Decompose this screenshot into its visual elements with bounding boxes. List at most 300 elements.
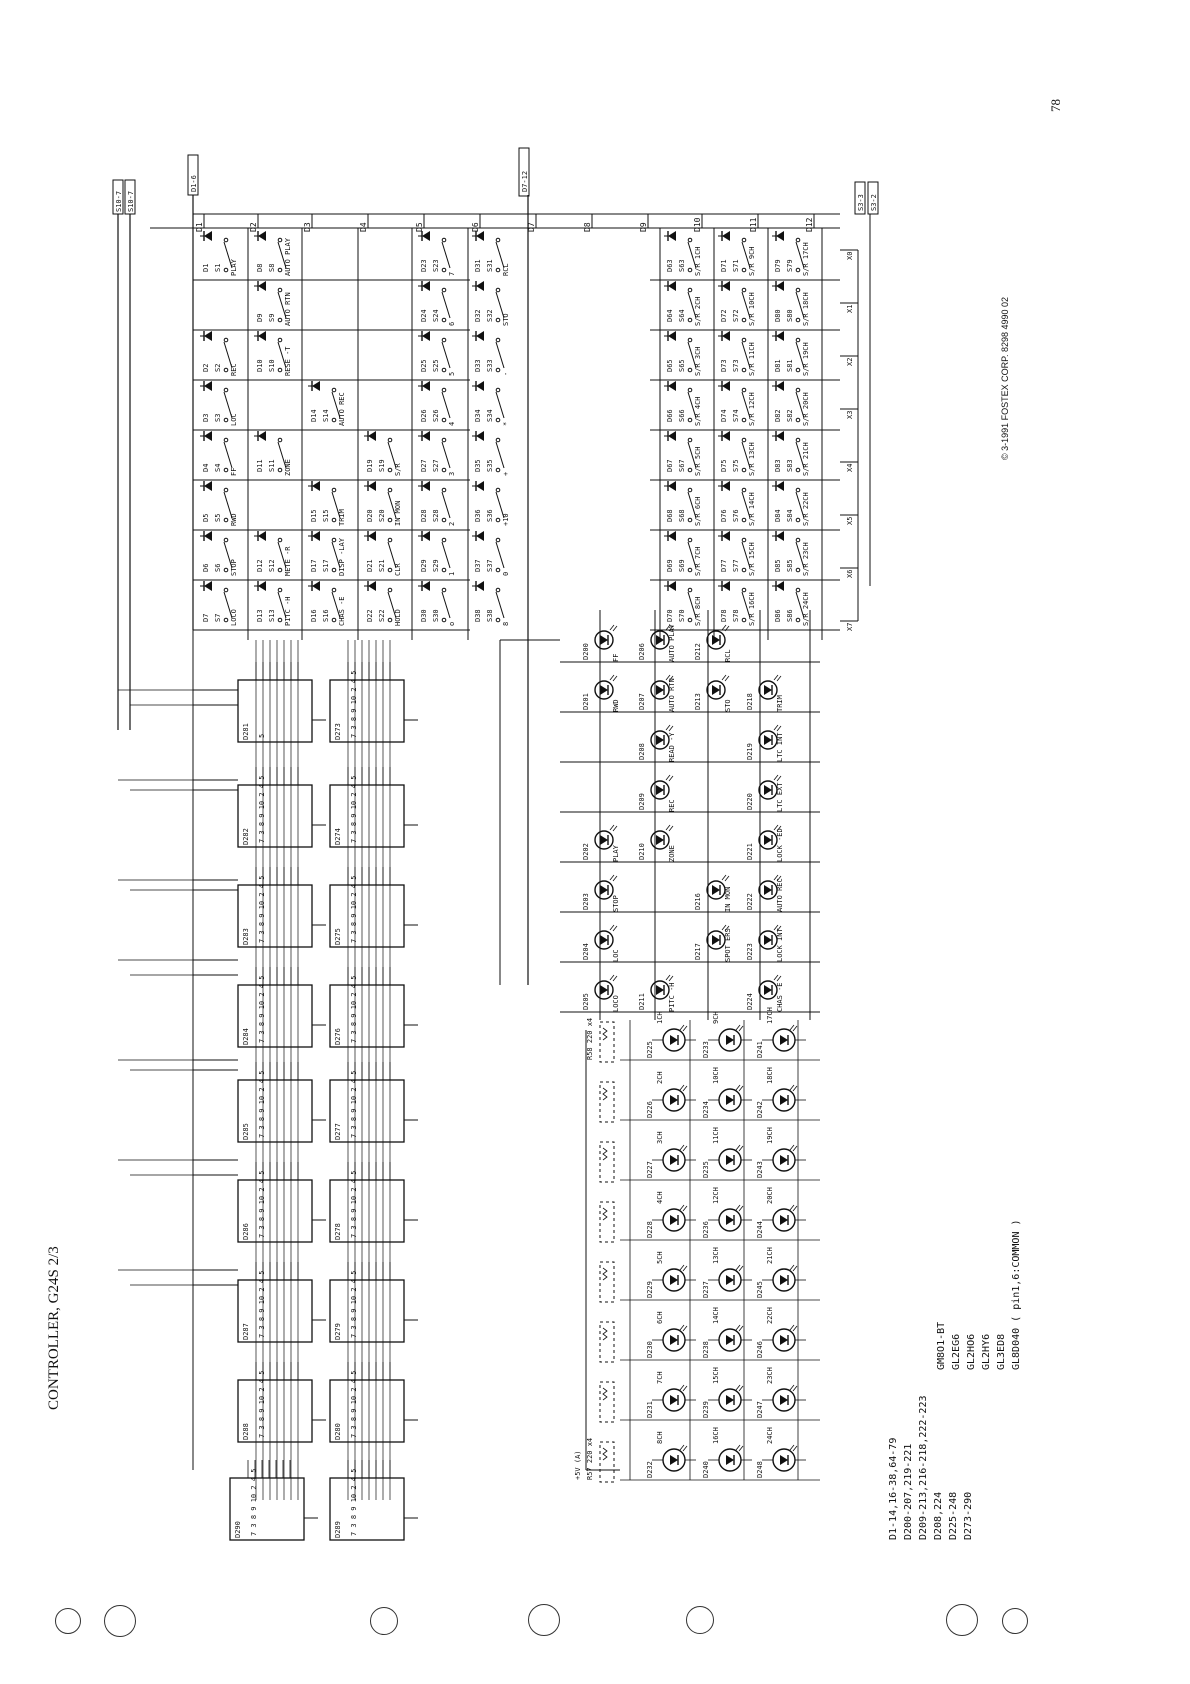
channel-led-ref: D225 xyxy=(646,1041,654,1058)
switch-contact xyxy=(742,568,746,572)
switch-ref: S29 xyxy=(432,559,440,572)
channel-label: 18CH xyxy=(766,1067,774,1084)
key-label: LOCO xyxy=(230,609,238,626)
switch-contact xyxy=(442,388,446,392)
diode-ref: D28 xyxy=(420,509,428,522)
switch-contact xyxy=(278,468,282,472)
driver-ic xyxy=(330,671,404,742)
channel-led-ref: D248 xyxy=(756,1461,764,1478)
switch-lever xyxy=(496,392,504,418)
key-label: S/R 18CH xyxy=(802,292,810,326)
ic-ref: D277 xyxy=(334,1123,342,1140)
key-label: S/R 11CH xyxy=(748,342,756,376)
switch-ref: S75 xyxy=(732,459,740,472)
channel-led xyxy=(780,1155,788,1165)
diode-ref: D69 xyxy=(666,559,674,572)
channel-led xyxy=(736,1085,740,1090)
channel-led xyxy=(780,1335,788,1345)
switch-ref: S20 xyxy=(378,509,386,522)
diode-ref: D34 xyxy=(474,409,482,422)
switch-contact xyxy=(796,288,800,292)
switch-ref: S63 xyxy=(678,259,686,272)
switch-ref: S10 xyxy=(268,359,276,372)
diode-symbol xyxy=(476,481,484,491)
channel-led xyxy=(726,1455,734,1465)
channel-label: 22CH xyxy=(766,1307,774,1324)
switch-contact xyxy=(688,568,692,572)
switch-ref: S1 xyxy=(214,263,222,272)
diode-symbol xyxy=(258,281,266,291)
led-label: TRIM xyxy=(776,695,784,712)
key-label: RWD xyxy=(230,513,238,526)
channel-label: 15CH xyxy=(712,1367,720,1384)
channel-label: 16CH xyxy=(712,1427,720,1444)
ic-ref: D282 xyxy=(242,828,250,845)
ic-ref: D283 xyxy=(242,928,250,945)
diode-symbol xyxy=(722,381,730,391)
switch-ref: S15 xyxy=(322,509,330,522)
switch-lever xyxy=(224,442,232,468)
channel-led-ref: D229 xyxy=(646,1281,654,1298)
channel-led xyxy=(670,1095,678,1105)
indicator-led xyxy=(725,876,729,881)
ic-ref: D286 xyxy=(242,1223,250,1240)
led-ref: D216 xyxy=(694,893,702,910)
diode-symbol xyxy=(722,281,730,291)
x-line-label: X3 xyxy=(846,410,854,419)
led-label: LOCK INT xyxy=(776,928,784,962)
channel-led-ref: D240 xyxy=(702,1461,710,1478)
diode-ref: D37 xyxy=(474,559,482,572)
indicator-led xyxy=(777,726,781,731)
switch-ref: S32 xyxy=(486,309,494,322)
channel-led-ref: D227 xyxy=(646,1161,654,1178)
switch-contact xyxy=(688,438,692,442)
key-label: FF xyxy=(230,467,238,476)
indicator-led xyxy=(764,885,772,895)
switch-ref: S65 xyxy=(678,359,686,372)
switch-contact xyxy=(278,438,282,442)
diode-ref: D79 xyxy=(774,259,782,272)
key-label: S/R 21CH xyxy=(802,442,810,476)
switch-contact xyxy=(278,368,282,372)
switch-contact xyxy=(688,288,692,292)
diode-symbol xyxy=(258,231,266,241)
switch-contact xyxy=(224,468,228,472)
switch-lever xyxy=(442,292,450,318)
page-title: CONTROLLER, G24S 2/3 xyxy=(46,1246,62,1410)
switch-ref: S11 xyxy=(268,459,276,472)
switch-contact xyxy=(442,488,446,492)
indicator-led xyxy=(666,725,670,730)
copyright-notice: © 3-1991 FOSTEX CORP. 8298 4990 02 xyxy=(1000,296,1010,460)
diode-ref: D30 xyxy=(420,609,428,622)
diode-symbol xyxy=(422,281,430,291)
diode-ref: D7 xyxy=(202,613,210,622)
key-label: S/R 16CH xyxy=(748,592,756,626)
diode-ref: D84 xyxy=(774,509,782,522)
diode-symbol xyxy=(476,331,484,341)
driver-ic xyxy=(330,1271,404,1342)
key-label: 1 xyxy=(448,571,456,576)
switch-contact xyxy=(742,618,746,622)
switch-ref: S21 xyxy=(378,559,386,572)
resistor-array xyxy=(600,1322,614,1362)
key-label: AUTO PLAY xyxy=(284,238,292,276)
parts-list-part: GL2EG6 xyxy=(951,1333,962,1370)
switch-ref: S38 xyxy=(486,609,494,622)
channel-led xyxy=(683,1386,687,1391)
channel-label: 1CH xyxy=(656,1011,664,1024)
switch-contact xyxy=(224,588,228,592)
diode-ref: D27 xyxy=(420,459,428,472)
channel-label: 19CH xyxy=(766,1127,774,1144)
switch-contact xyxy=(742,288,746,292)
indicator-led xyxy=(613,626,617,631)
diode-symbol xyxy=(476,531,484,541)
switch-lever xyxy=(496,542,504,568)
data-line-label: D4 xyxy=(359,222,368,232)
diode-symbol xyxy=(422,531,430,541)
diode-ref: D86 xyxy=(774,609,782,622)
diode-ref: D68 xyxy=(666,509,674,522)
indicator-led xyxy=(610,675,614,680)
driver-ic xyxy=(330,1171,404,1242)
channel-led-ref: D233 xyxy=(702,1041,710,1058)
diode-ref: D3 xyxy=(202,413,210,422)
ic-ref: D278 xyxy=(334,1223,342,1240)
diode-symbol xyxy=(312,481,320,491)
channel-led xyxy=(780,1275,788,1285)
x-line-label: X6 xyxy=(846,569,854,578)
indicator-led xyxy=(656,735,664,745)
key-label: STO xyxy=(502,313,510,326)
led-ref: D207 xyxy=(638,693,646,710)
key-label: PLAY xyxy=(230,259,238,276)
key-label: REC xyxy=(230,363,238,376)
channel-led xyxy=(780,1095,788,1105)
switch-contact xyxy=(796,338,800,342)
channel-led xyxy=(790,1385,794,1390)
channel-led xyxy=(739,1326,743,1331)
key-label: 4 xyxy=(448,421,456,426)
diode-ref: D63 xyxy=(666,259,674,272)
key-label: S/R 20CH xyxy=(802,392,810,426)
switch-contact xyxy=(742,338,746,342)
indicator-led xyxy=(656,835,664,845)
diode-ref: D24 xyxy=(420,309,428,322)
led-label: STO xyxy=(724,699,732,712)
switch-contact xyxy=(742,418,746,422)
ic-pins: 7 3 8 9 10 2 4 5 xyxy=(350,1170,358,1238)
switch-contact xyxy=(688,518,692,522)
resistor-array xyxy=(600,1202,614,1242)
diode-ref: D75 xyxy=(720,459,728,472)
indicator-led xyxy=(610,625,614,630)
channel-led xyxy=(790,1145,794,1150)
key-label: S/R 13CH xyxy=(748,442,756,476)
channel-led-ref: D230 xyxy=(646,1341,654,1358)
x-line-label: X4 xyxy=(846,463,854,472)
switch-ref: S37 xyxy=(486,559,494,572)
diode-ref: D77 xyxy=(720,559,728,572)
resistor-symbol xyxy=(603,1448,607,1460)
switch-contact xyxy=(496,568,500,572)
switch-lever xyxy=(496,442,504,468)
switch-ref: S66 xyxy=(678,409,686,422)
x-line-label: X0 xyxy=(846,251,854,260)
switch-lever xyxy=(442,342,450,368)
indicator-led xyxy=(722,675,726,680)
channel-led xyxy=(793,1386,797,1391)
diode-symbol xyxy=(776,431,784,441)
indicator-led xyxy=(600,885,608,895)
diode-ref: D26 xyxy=(420,409,428,422)
switch-contact xyxy=(796,568,800,572)
diode-symbol xyxy=(422,331,430,341)
indicator-led xyxy=(669,776,673,781)
led-label: FF xyxy=(612,653,620,662)
diode-symbol xyxy=(668,281,676,291)
connector-label: S3-2 xyxy=(870,194,878,211)
diode-ref: D13 xyxy=(256,609,264,622)
channel-led-ref: D236 xyxy=(702,1221,710,1238)
led-label: LTC EXT xyxy=(776,782,784,812)
channel-led xyxy=(726,1095,734,1105)
indicator-led xyxy=(613,976,617,981)
channel-led-ref: D232 xyxy=(646,1461,654,1478)
channel-led xyxy=(736,1325,740,1330)
channel-label: 13CH xyxy=(712,1247,720,1264)
switch-contact xyxy=(442,438,446,442)
diode-ref: D81 xyxy=(774,359,782,372)
diode-symbol xyxy=(476,581,484,591)
channel-led-ref: D238 xyxy=(702,1341,710,1358)
switch-contact xyxy=(742,238,746,242)
channel-led-ref: D237 xyxy=(702,1281,710,1298)
switch-contact xyxy=(442,368,446,372)
switch-contact xyxy=(688,588,692,592)
switch-contact xyxy=(796,618,800,622)
channel-led xyxy=(680,1145,684,1150)
resistor-symbol xyxy=(603,1388,607,1400)
switch-contact xyxy=(742,388,746,392)
led-label: CHAS -E xyxy=(776,982,784,1012)
channel-led xyxy=(793,1266,797,1271)
diode-symbol xyxy=(204,481,212,491)
parts-list-refs: D208,224 xyxy=(933,1491,944,1540)
channel-led xyxy=(670,1335,678,1345)
key-label: S/R 6CH xyxy=(694,496,702,526)
key-label: 8 xyxy=(502,621,510,626)
channel-led xyxy=(739,1446,743,1451)
switch-contact xyxy=(496,618,500,622)
diode-symbol xyxy=(668,231,676,241)
resistor-array xyxy=(600,1022,614,1062)
diode-ref: D78 xyxy=(720,609,728,622)
channel-label: 5CH xyxy=(656,1251,664,1264)
x-line-label: X2 xyxy=(846,357,854,366)
switch-contact xyxy=(688,318,692,322)
indicator-led xyxy=(764,785,772,795)
channel-led xyxy=(790,1325,794,1330)
indicator-led xyxy=(712,885,720,895)
ic-pins: 7 3 8 9 10 2 4 5 xyxy=(258,1070,266,1138)
driver-ic xyxy=(330,876,404,947)
channel-led xyxy=(670,1215,678,1225)
switch-contact xyxy=(496,588,500,592)
switch-contact xyxy=(278,618,282,622)
channel-led xyxy=(683,1086,687,1091)
channel-led xyxy=(739,1266,743,1271)
switch-ref: S17 xyxy=(322,559,330,572)
led-ref: D222 xyxy=(746,893,754,910)
channel-label: 11CH xyxy=(712,1127,720,1144)
key-label: 3 xyxy=(448,471,456,476)
key-label: S/R 17CH xyxy=(802,242,810,276)
led-ref: D218 xyxy=(746,693,754,710)
diode-symbol xyxy=(204,581,212,591)
indicator-led xyxy=(764,735,772,745)
switch-contact xyxy=(278,588,282,592)
diode-ref: D17 xyxy=(310,559,318,572)
channel-label: 4CH xyxy=(656,1191,664,1204)
diode-ref: D64 xyxy=(666,309,674,322)
driver-ic xyxy=(238,1371,312,1442)
channel-led xyxy=(680,1025,684,1030)
ic-ref: D289 xyxy=(334,1521,342,1538)
led-label: SPOT ERS xyxy=(724,928,732,962)
switch-ref: S72 xyxy=(732,309,740,322)
key-label: 7 xyxy=(448,271,456,276)
switch-ref: S85 xyxy=(786,559,794,572)
indicator-led xyxy=(722,625,726,630)
switch-contact xyxy=(688,338,692,342)
ic-ref: D285 xyxy=(242,1123,250,1140)
switch-ref: S80 xyxy=(786,309,794,322)
driver-ic xyxy=(230,1469,304,1540)
channel-led xyxy=(790,1445,794,1450)
diode-ref: D12 xyxy=(256,559,264,572)
channel-led-ref: D226 xyxy=(646,1101,654,1118)
channel-led-ref: D235 xyxy=(702,1161,710,1178)
channel-label: 7CH xyxy=(656,1371,664,1384)
switch-contact xyxy=(224,368,228,372)
switch-ref: S5 xyxy=(214,513,222,522)
led-ref: D202 xyxy=(582,843,590,860)
diode-symbol xyxy=(776,531,784,541)
key-label: AUTO RTN xyxy=(284,292,292,326)
diode-symbol xyxy=(668,331,676,341)
key-label: TRIM xyxy=(338,509,346,526)
key-label: 5 xyxy=(448,371,456,376)
key-label: S/R 24CH xyxy=(802,592,810,626)
key-label: * xyxy=(502,421,510,426)
indicator-led xyxy=(669,726,673,731)
key-label: + xyxy=(502,471,510,476)
indicator-led xyxy=(666,975,670,980)
switch-contact xyxy=(442,338,446,342)
resistor-label: R57 220 x4 xyxy=(586,1437,594,1480)
switch-contact xyxy=(742,488,746,492)
ic-ref: D284 xyxy=(242,1028,250,1045)
key-label: AUTO REC xyxy=(338,392,346,426)
switch-contact xyxy=(332,388,336,392)
led-label: ZONE xyxy=(668,845,676,862)
key-label: IN MON xyxy=(394,500,402,526)
switch-lever xyxy=(442,442,450,468)
switch-ref: S4 xyxy=(214,463,222,472)
switch-contact xyxy=(796,518,800,522)
key-label: +10 xyxy=(502,513,510,526)
indicator-led xyxy=(774,975,778,980)
diode-ref: D73 xyxy=(720,359,728,372)
key-label: 0 xyxy=(502,571,510,576)
switch-ref: S67 xyxy=(678,459,686,472)
switch-contact xyxy=(332,618,336,622)
switch-ref: S14 xyxy=(322,409,330,422)
switch-contact xyxy=(332,568,336,572)
switch-contact xyxy=(688,388,692,392)
switch-contact xyxy=(796,368,800,372)
diode-symbol xyxy=(668,581,676,591)
switch-contact xyxy=(442,318,446,322)
indicator-led xyxy=(764,685,772,695)
led-label: AUTO RTN xyxy=(668,678,676,712)
channel-led-ref: D231 xyxy=(646,1401,654,1418)
key-label: S/R 2CH xyxy=(694,296,702,326)
channel-led xyxy=(726,1215,734,1225)
switch-ref: S28 xyxy=(432,509,440,522)
switch-contact xyxy=(742,468,746,472)
indicator-led xyxy=(712,635,720,645)
data-line-label: D10 xyxy=(693,217,702,232)
switch-ref: S82 xyxy=(786,409,794,422)
diode-symbol xyxy=(476,431,484,441)
switch-contact xyxy=(278,288,282,292)
channel-led xyxy=(683,1026,687,1031)
switch-contact xyxy=(278,318,282,322)
channel-led xyxy=(736,1205,740,1210)
switch-lever xyxy=(442,392,450,418)
indicator-led xyxy=(764,985,772,995)
indicator-led xyxy=(613,876,617,881)
data-line-label: D5 xyxy=(415,222,424,232)
switch-lever xyxy=(496,592,504,618)
led-ref: D212 xyxy=(694,643,702,660)
switch-contact xyxy=(224,268,228,272)
data-line-label: D9 xyxy=(639,222,648,232)
channel-led xyxy=(726,1395,734,1405)
switch-contact xyxy=(496,388,500,392)
connector-label: S3-3 xyxy=(857,194,865,211)
diode-symbol xyxy=(668,531,676,541)
indicator-led xyxy=(610,825,614,830)
led-ref: D224 xyxy=(746,993,754,1010)
channel-led xyxy=(683,1326,687,1331)
resistor-array xyxy=(600,1382,614,1422)
resistor-symbol xyxy=(603,1148,607,1160)
ic-pins: 7 3 8 9 10 2 4 5 xyxy=(258,775,266,843)
diode-ref: D8 xyxy=(256,263,264,272)
led-ref: D220 xyxy=(746,793,754,810)
switch-contact xyxy=(796,268,800,272)
switch-contact xyxy=(496,438,500,442)
led-ref: D221 xyxy=(746,843,754,860)
switch-ref: S69 xyxy=(678,559,686,572)
ic-pins: 7 3 8 9 10 2 4 5 xyxy=(350,875,358,943)
switch-ref: S34 xyxy=(486,409,494,422)
